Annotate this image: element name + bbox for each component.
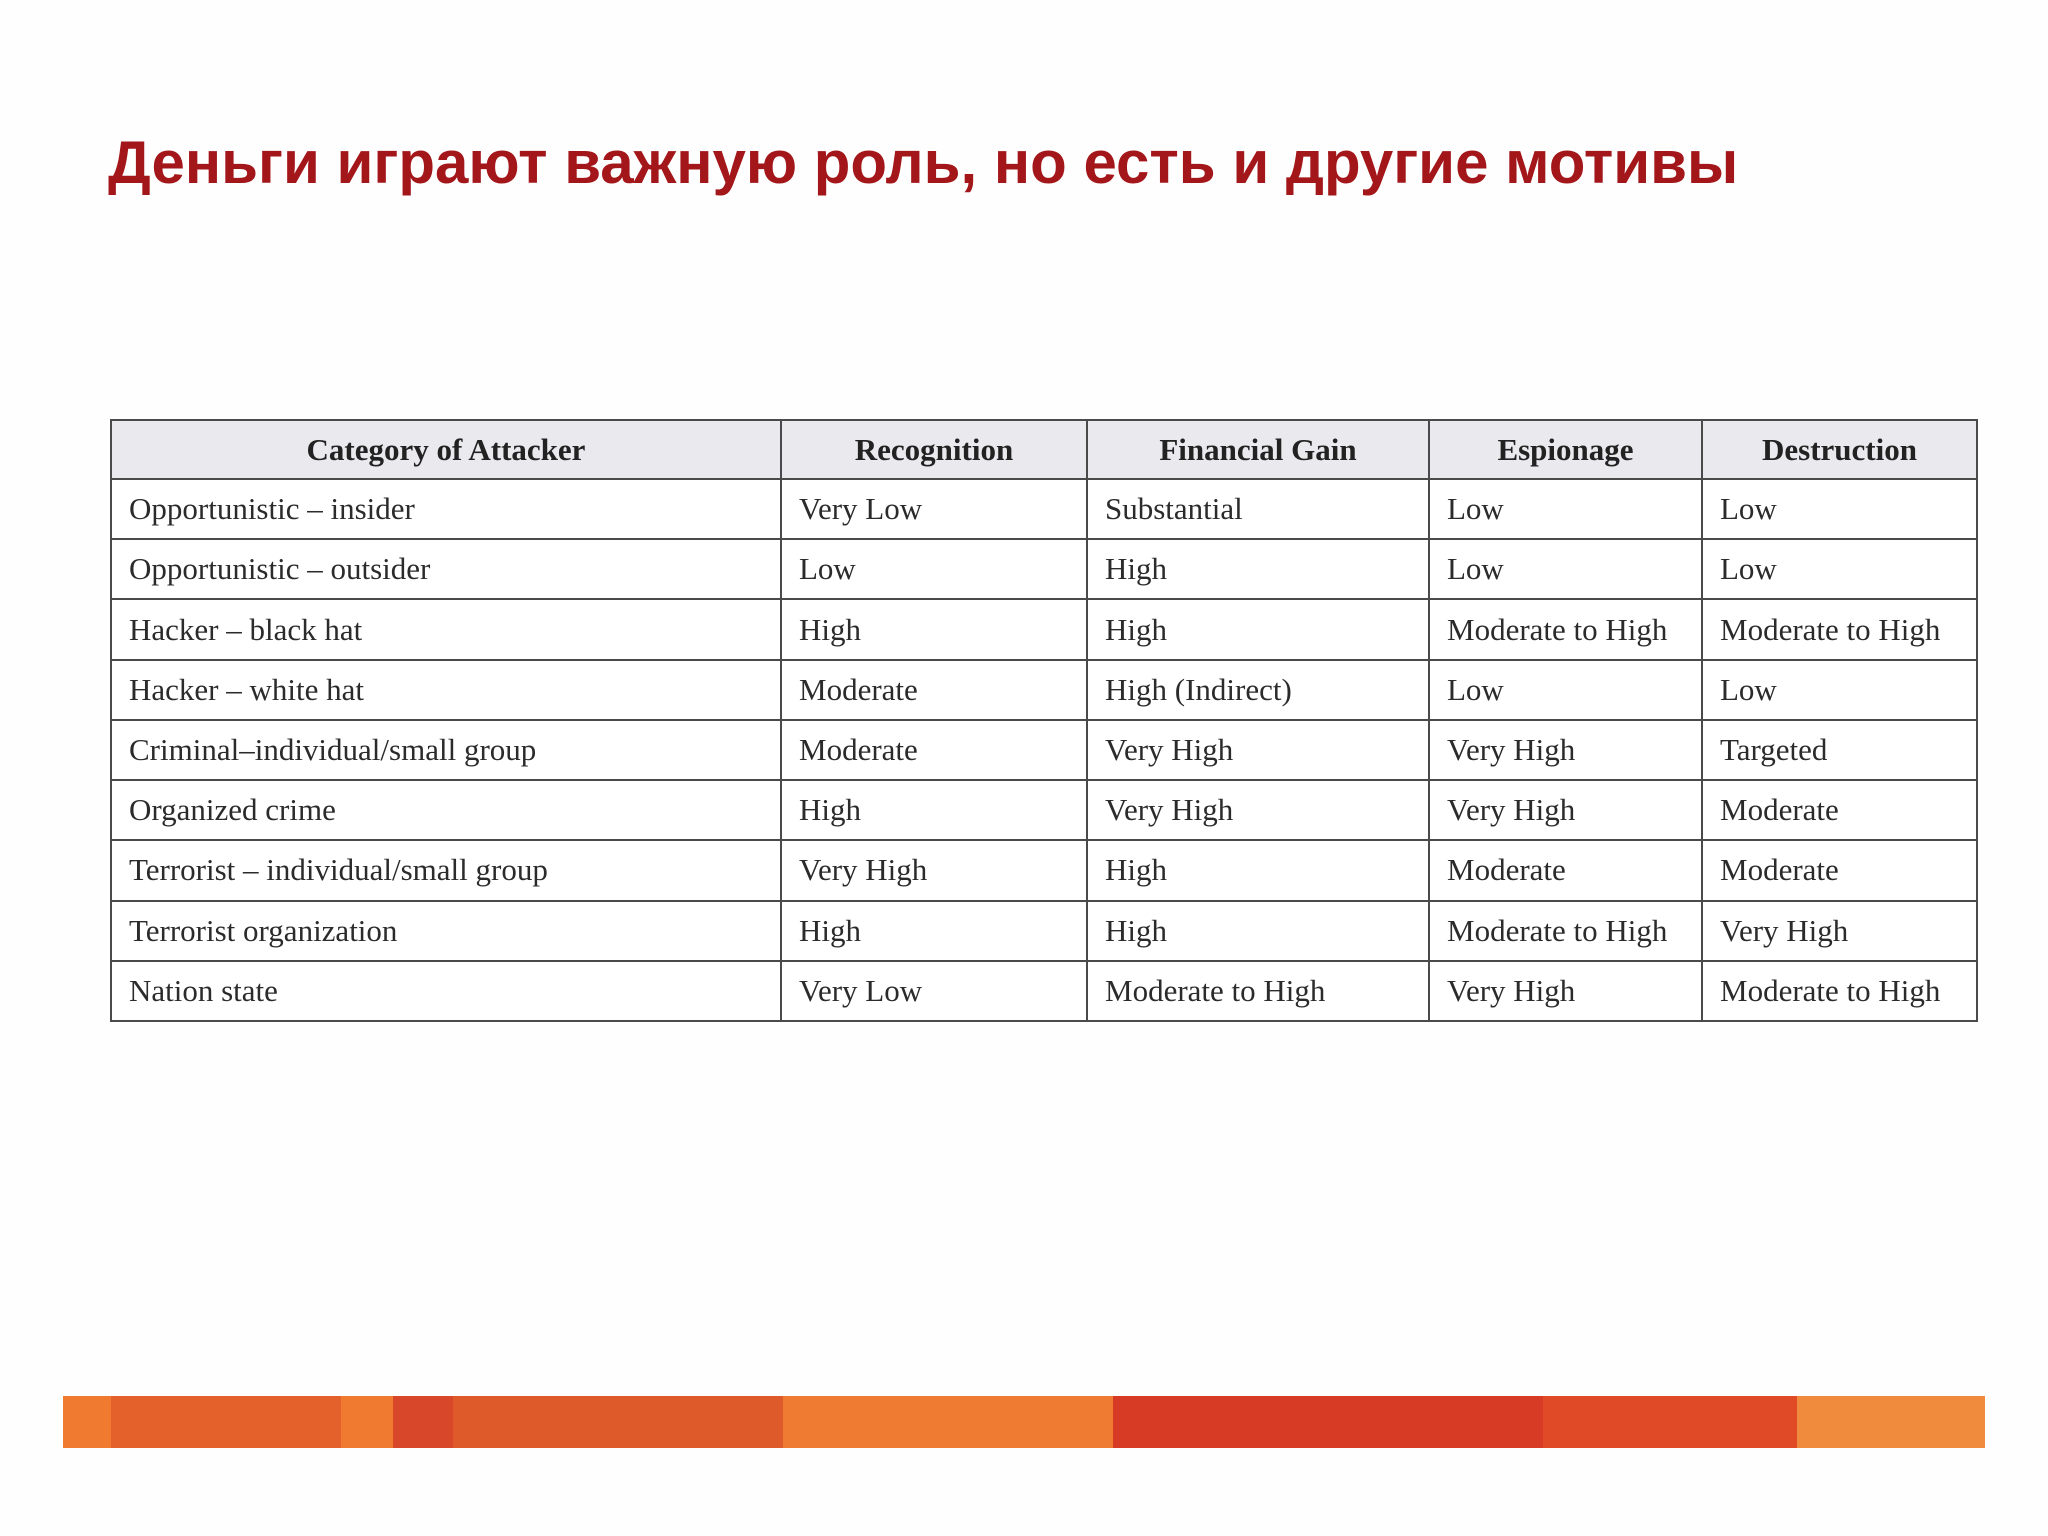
cell-espionage: Very High	[1429, 961, 1702, 1021]
cell-recognition: Moderate	[781, 720, 1087, 780]
cell-financial-gain: High	[1087, 599, 1429, 659]
cell-recognition: High	[781, 599, 1087, 659]
cell-financial-gain: Very High	[1087, 720, 1429, 780]
cell-category: Nation state	[111, 961, 781, 1021]
cell-recognition: High	[781, 901, 1087, 961]
footer-band-segment	[453, 1396, 783, 1448]
cell-destruction: Moderate	[1702, 780, 1977, 840]
cell-category: Criminal–individual/small group	[111, 720, 781, 780]
cell-recognition: Low	[781, 539, 1087, 599]
table-row	[111, 539, 1977, 599]
header-category-of-attacker: Category of Attacker	[111, 420, 781, 479]
cell-espionage: Moderate to High	[1429, 599, 1702, 659]
header-destruction: Destruction	[1702, 420, 1977, 479]
cell-category: Opportunistic – insider	[111, 479, 781, 539]
cell-destruction: Low	[1702, 539, 1977, 599]
cell-destruction: Very High	[1702, 901, 1977, 961]
cell-financial-gain: High	[1087, 901, 1429, 961]
attacker-motives-table-container	[110, 419, 1976, 1022]
cell-destruction: Moderate to High	[1702, 961, 1977, 1021]
table-row	[111, 961, 1977, 1021]
cell-category: Opportunistic – outsider	[111, 539, 781, 599]
cell-recognition: Very Low	[781, 479, 1087, 539]
header-recognition: Recognition	[781, 420, 1087, 479]
cell-destruction: Low	[1702, 660, 1977, 720]
cell-financial-gain: High	[1087, 840, 1429, 900]
cell-financial-gain: Moderate to High	[1087, 961, 1429, 1021]
cell-financial-gain: High (Indirect)	[1087, 660, 1429, 720]
table-row	[111, 901, 1977, 961]
footer-band-segment	[1113, 1396, 1543, 1448]
footer-band-segment	[111, 1396, 341, 1448]
cell-espionage: Low	[1429, 660, 1702, 720]
table-row	[111, 780, 1977, 840]
footer-decorative-band	[63, 1396, 1985, 1448]
footer-band-segment	[1543, 1396, 1797, 1448]
cell-espionage: Very High	[1429, 780, 1702, 840]
cell-destruction: Moderate	[1702, 840, 1977, 900]
cell-espionage: Very High	[1429, 720, 1702, 780]
cell-destruction: Moderate to High	[1702, 599, 1977, 659]
cell-financial-gain: Very High	[1087, 780, 1429, 840]
cell-category: Terrorist – individual/small group	[111, 840, 781, 900]
cell-destruction: Targeted	[1702, 720, 1977, 780]
table-row	[111, 479, 1977, 539]
header-financial-gain: Financial Gain	[1087, 420, 1429, 479]
table-row	[111, 840, 1977, 900]
cell-recognition: High	[781, 780, 1087, 840]
cell-espionage: Low	[1429, 539, 1702, 599]
table-row	[111, 720, 1977, 780]
table-header-row	[111, 420, 1977, 479]
cell-espionage: Moderate to High	[1429, 901, 1702, 961]
footer-band-segment	[1797, 1396, 1985, 1448]
cell-recognition: Very High	[781, 840, 1087, 900]
cell-destruction: Low	[1702, 479, 1977, 539]
header-espionage: Espionage	[1429, 420, 1702, 479]
cell-espionage: Moderate	[1429, 840, 1702, 900]
cell-category: Hacker – black hat	[111, 599, 781, 659]
cell-recognition: Moderate	[781, 660, 1087, 720]
footer-band-segment	[783, 1396, 1113, 1448]
cell-category: Organized crime	[111, 780, 781, 840]
footer-band-segment	[393, 1396, 453, 1448]
cell-category: Hacker – white hat	[111, 660, 781, 720]
cell-category: Terrorist organization	[111, 901, 781, 961]
table-row	[111, 599, 1977, 659]
table-row	[111, 660, 1977, 720]
slide-title: Деньги играют важную роль, но есть и другие мотивы	[108, 129, 1739, 196]
cell-recognition: Very Low	[781, 961, 1087, 1021]
cell-espionage: Low	[1429, 479, 1702, 539]
cell-financial-gain: High	[1087, 539, 1429, 599]
cell-financial-gain: Substantial	[1087, 479, 1429, 539]
attacker-motives-table	[110, 419, 1978, 1022]
